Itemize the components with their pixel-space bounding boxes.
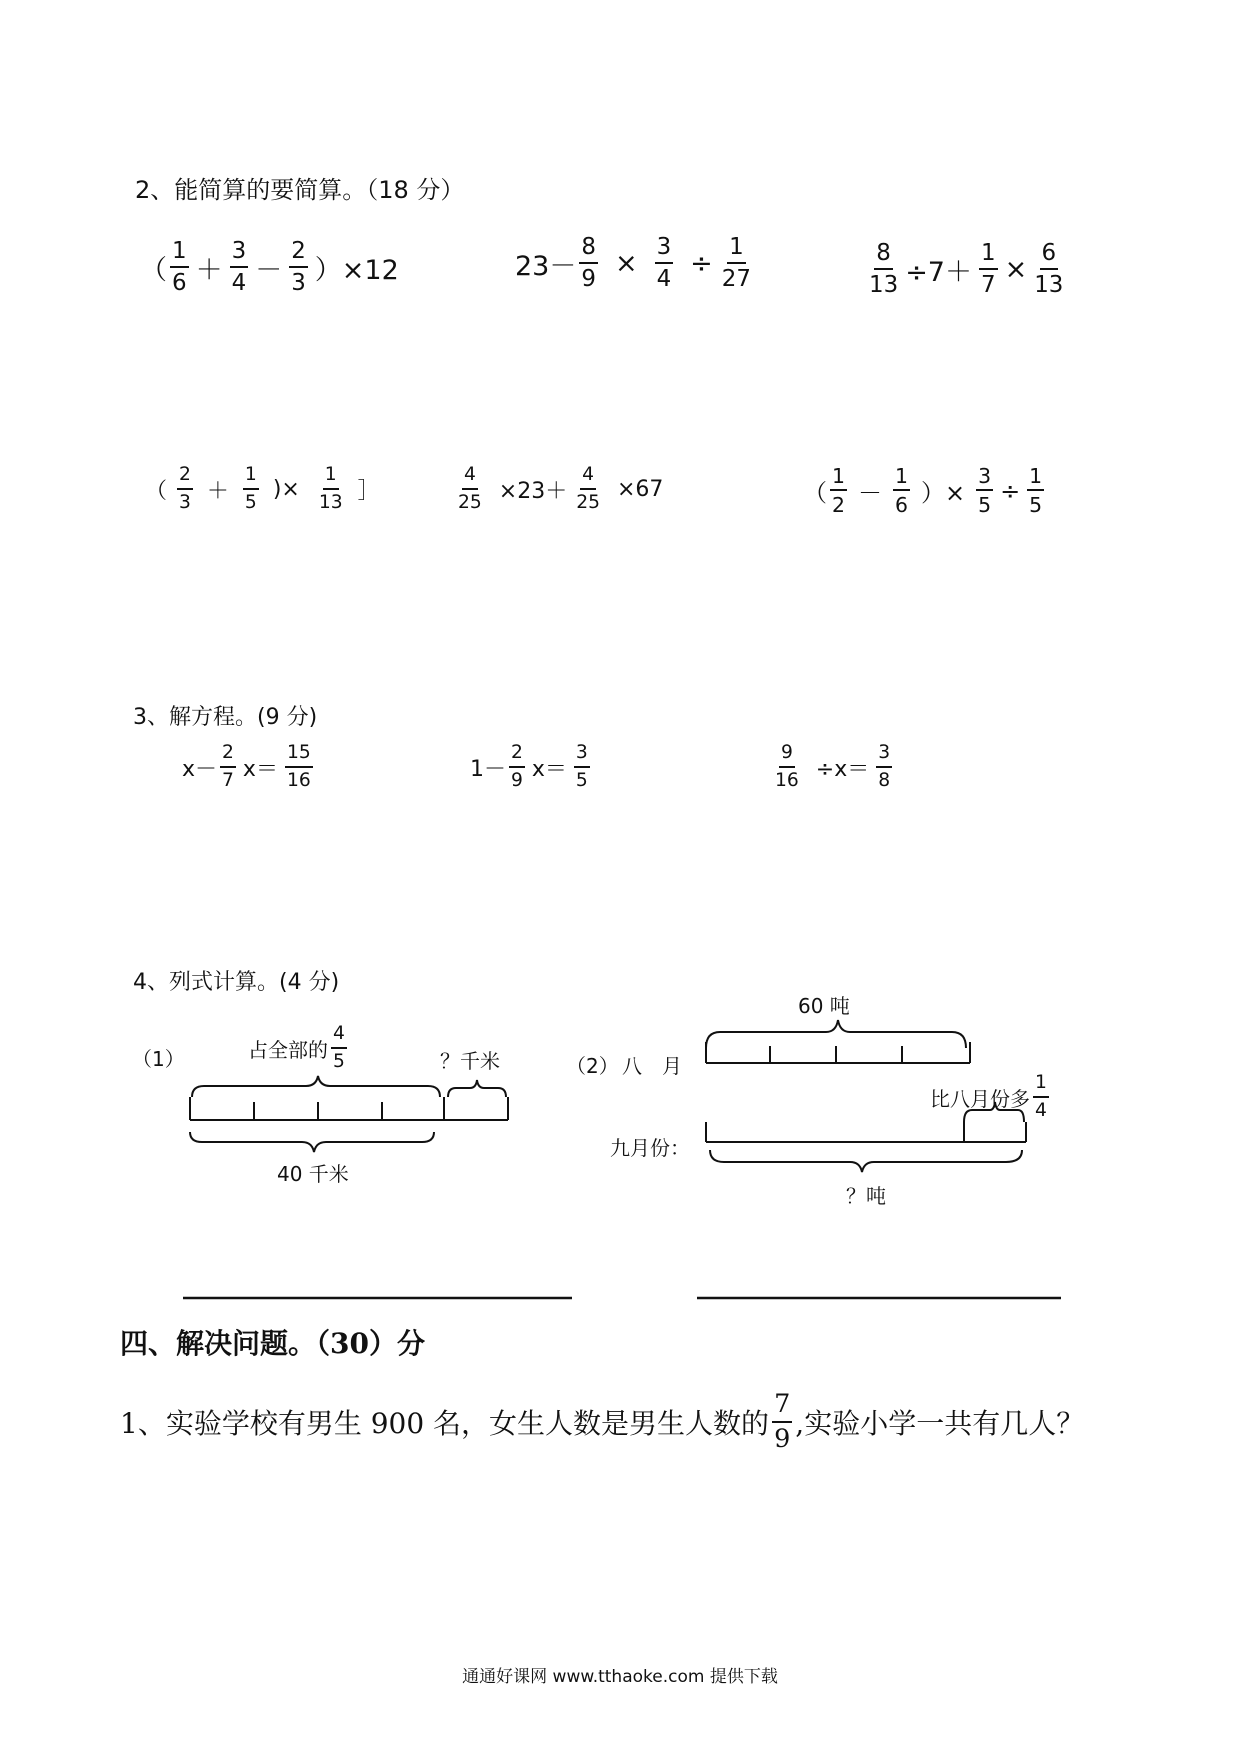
- leading-term: 23－: [515, 250, 577, 282]
- diagram-2-bottom-label: ？吨: [846, 1184, 886, 1208]
- fraction: $\frac{1}{6}$: [172, 238, 187, 296]
- diagram-2-bottom-brace: [710, 1150, 1022, 1172]
- fraction: $\frac{3}{8}$: [878, 742, 891, 791]
- operator: )×: [272, 476, 300, 502]
- fraction: $\frac{1}{27}$: [721, 234, 751, 292]
- diagram-1-bottom-label: 40 千米: [277, 1162, 349, 1186]
- operator: ÷x＝: [815, 756, 870, 782]
- fraction: $\frac{3}{4}$: [656, 234, 672, 292]
- bracket-close: ］: [357, 478, 380, 504]
- operator: ÷: [1000, 476, 1021, 505]
- fraction: $\frac{2}{9}$: [511, 742, 523, 791]
- fraction: $\frac{2}{3}$: [291, 238, 306, 296]
- fraction: $\frac{1}{2}$: [832, 464, 845, 518]
- fraction: $\frac{3}{5}$: [978, 464, 992, 518]
- fraction: $\frac{1}{4}$: [1035, 1072, 1047, 1121]
- fraction: $\frac{4}{25}$: [576, 464, 600, 513]
- diagram-1-top-brace: [192, 1076, 440, 1097]
- section-3-title: 3、解方程。(9 分): [133, 705, 318, 730]
- section-4-title: 4、列式计算。(4 分): [133, 970, 340, 995]
- operator: －: [255, 254, 283, 286]
- diagram-1-right-label: ？千米: [440, 1049, 500, 1073]
- diagram-2-september-label: 九月份：: [610, 1136, 690, 1160]
- fraction: $\frac{1}{6}$: [894, 464, 908, 518]
- diagram-2-top-brace: [706, 1020, 966, 1048]
- fraction: $\frac{8}{13}$: [869, 240, 899, 298]
- operator: ）×: [920, 479, 966, 508]
- operator: －: [857, 479, 882, 508]
- diagram-1-bottom-brace: [190, 1132, 434, 1152]
- paren-open: （: [140, 254, 167, 286]
- operator: ×: [1004, 253, 1028, 285]
- operator: ）×12: [314, 254, 399, 286]
- section-2-title: 2、能简算的要简算。（18 分）: [135, 176, 465, 204]
- fraction: $\frac{1}{13}$: [318, 464, 343, 513]
- label-text: 比八月份多: [930, 1086, 1030, 1111]
- diagram-2-august-label: 八 月: [622, 1054, 682, 1078]
- fraction: $\frac{1}{5}$: [1029, 464, 1043, 518]
- operator: ×23＋: [498, 478, 568, 504]
- diagram-2-september-segment: [706, 1122, 1026, 1142]
- problem-1: [120, 1389, 1085, 1454]
- diagram-2-top-label: 60 吨: [798, 994, 850, 1018]
- fraction: $\frac{7}{9}$: [774, 1389, 791, 1454]
- diagram-2-august-segment: [706, 1042, 970, 1063]
- section-four-heading: 四、解决问题。（30）分: [120, 1327, 425, 1360]
- operator: x＝: [531, 756, 567, 782]
- diagram-1-number: （1）: [132, 1047, 185, 1071]
- operator: ×: [614, 247, 638, 279]
- fraction: $\frac{3}{4}$: [231, 238, 247, 296]
- fraction: $\frac{3}{5}$: [575, 742, 588, 791]
- fraction: $\frac{2}{3}$: [179, 464, 191, 513]
- fraction: $\frac{1}{5}$: [244, 464, 257, 513]
- fraction: $\frac{8}{9}$: [581, 234, 596, 292]
- problem-text: ,实验小学一共有几人？: [795, 1407, 1085, 1440]
- fraction: $\frac{1}{7}$: [981, 240, 996, 298]
- diagram-2-more-label: [930, 1074, 1052, 1120]
- fraction: $\frac{6}{13}$: [1034, 240, 1064, 298]
- diagram-2-number: （2）: [566, 1054, 619, 1078]
- fraction: $\frac{4}{5}$: [333, 1023, 345, 1072]
- operator: ÷7＋: [905, 256, 972, 288]
- operator: ÷: [690, 247, 713, 279]
- equation-lead: x－: [182, 756, 218, 782]
- problem-text: 1、实验学校有男生 900 名，女生人数是男生人数的: [120, 1407, 770, 1440]
- diagram-1-right-brace: [448, 1080, 506, 1097]
- paren-open: （: [145, 478, 168, 504]
- equation-lead: 1－: [470, 756, 506, 782]
- fraction: $\frac{15}{16}$: [286, 742, 311, 791]
- fraction: $\frac{9}{16}$: [775, 742, 799, 791]
- operator: ×67: [617, 476, 664, 502]
- operator: x＝: [242, 756, 278, 782]
- diagram-1-segment: [190, 1097, 508, 1120]
- label-text: 占全部的: [248, 1037, 328, 1062]
- operator: ＋: [195, 254, 223, 286]
- fraction: $\frac{2}{7}$: [222, 742, 234, 791]
- operator: ＋: [206, 478, 229, 504]
- footer-text: 通通好课网 www.tthaoke.com 提供下载: [462, 1667, 778, 1687]
- fraction: $\frac{4}{25}$: [458, 464, 482, 513]
- paren-open: （: [803, 479, 827, 508]
